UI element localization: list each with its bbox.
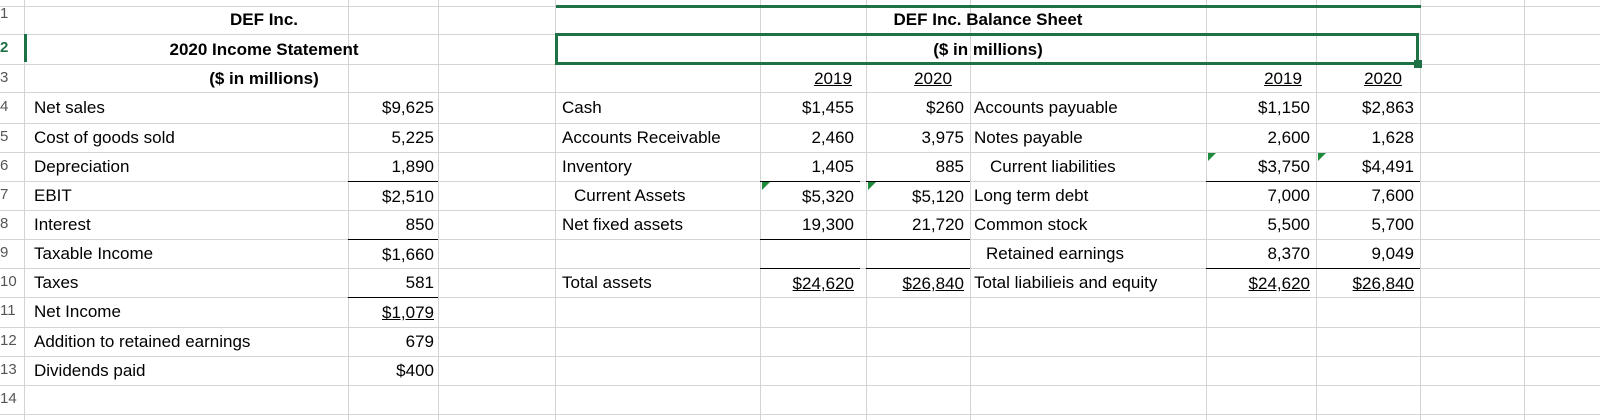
- year-header-text: 2019: [1264, 69, 1302, 88]
- row-header[interactable]: 13: [0, 361, 17, 378]
- liability-label[interactable]: Notes payable: [974, 128, 1083, 147]
- asset-value-2020[interactable]: 21,720: [912, 215, 964, 234]
- income-value-net[interactable]: [348, 297, 438, 326]
- row-header[interactable]: 10: [0, 273, 17, 290]
- liability-value-2019[interactable]: $3,750: [1258, 157, 1310, 176]
- income-label[interactable]: Taxable Income: [34, 244, 154, 263]
- liability-total-2020[interactable]: [1316, 268, 1420, 297]
- error-indicator-icon[interactable]: [762, 182, 770, 190]
- liability-label[interactable]: Current liabilities: [990, 157, 1116, 176]
- year-header[interactable]: [900, 64, 966, 92]
- total-liabilities-2020-value: $26,840: [1352, 274, 1414, 293]
- income-value-subtotal[interactable]: $2,510: [348, 181, 438, 210]
- total-assets-2019-value: $24,620: [792, 274, 854, 293]
- liability-value-2020[interactable]: 1,628: [1371, 128, 1414, 147]
- asset-value-2020[interactable]: $260: [926, 98, 964, 117]
- income-label[interactable]: Dividends paid: [34, 361, 146, 380]
- income-label[interactable]: EBIT: [34, 186, 72, 205]
- liability-value-2020[interactable]: 7,600: [1371, 186, 1414, 205]
- income-company-title[interactable]: DEF Inc.: [229, 10, 298, 29]
- liability-value-2019[interactable]: $1,150: [1258, 98, 1310, 117]
- row-header[interactable]: 1: [0, 5, 9, 22]
- row-header[interactable]: 11: [0, 302, 16, 319]
- asset-value-2019[interactable]: 1,405: [811, 157, 854, 176]
- liability-value-2019[interactable]: 2,600: [1267, 128, 1310, 147]
- asset-value-2020[interactable]: 3,975: [921, 128, 964, 147]
- balance-sheet-title[interactable]: DEF Inc. Balance Sheet: [893, 10, 1083, 29]
- income-value[interactable]: 581: [405, 273, 434, 292]
- income-label[interactable]: Net Income: [34, 302, 121, 321]
- income-label[interactable]: Cost of goods sold: [34, 128, 175, 147]
- subtotal-border: [1206, 181, 1420, 182]
- row-gridline: [0, 414, 1600, 415]
- asset-label[interactable]: Cash: [562, 98, 602, 117]
- asset-label[interactable]: Net fixed assets: [562, 215, 683, 234]
- balance-sheet-units[interactable]: ($ in millions): [933, 40, 1043, 59]
- income-label[interactable]: Interest: [34, 215, 91, 234]
- subtotal-border: [1206, 268, 1420, 269]
- year-header[interactable]: [1350, 64, 1416, 92]
- liability-value-2020[interactable]: $4,491: [1362, 157, 1414, 176]
- liability-label[interactable]: Retained earnings: [986, 244, 1124, 263]
- asset-total-2020[interactable]: [866, 268, 970, 297]
- income-value[interactable]: $400: [396, 361, 434, 380]
- liability-value-2019[interactable]: 8,370: [1267, 244, 1310, 263]
- row-gridline: [0, 356, 1600, 357]
- row-header-selected[interactable]: 2: [0, 39, 9, 56]
- income-statement-title[interactable]: 2020 Income Statement: [169, 40, 359, 59]
- income-value[interactable]: 1,890: [391, 157, 434, 176]
- asset-label[interactable]: Inventory: [562, 157, 632, 176]
- error-indicator-icon[interactable]: [1318, 153, 1326, 161]
- row-header[interactable]: 6: [0, 157, 9, 174]
- liability-value-2019[interactable]: 7,000: [1267, 186, 1310, 205]
- asset-value-2020[interactable]: $5,120: [866, 181, 970, 210]
- year-header-text: 2020: [914, 69, 952, 88]
- asset-value-2019[interactable]: $1,455: [802, 98, 854, 117]
- asset-total-2019[interactable]: [760, 268, 860, 297]
- income-units[interactable]: ($ in millions): [209, 69, 319, 88]
- selected-range[interactable]: [555, 33, 1419, 65]
- income-label[interactable]: Net sales: [34, 98, 105, 117]
- income-value[interactable]: 850: [405, 215, 434, 234]
- income-value[interactable]: $9,625: [382, 98, 434, 117]
- error-indicator-icon[interactable]: [1208, 153, 1216, 161]
- row-header[interactable]: 5: [0, 128, 9, 145]
- liability-value-2020[interactable]: $2,863: [1362, 98, 1414, 117]
- row-header[interactable]: 3: [0, 69, 9, 86]
- subtotal-border: [760, 239, 970, 240]
- liability-value-2020[interactable]: 5,700: [1371, 215, 1414, 234]
- year-header-text: 2019: [814, 69, 852, 88]
- row-header[interactable]: 7: [0, 186, 9, 203]
- total-assets-2020-value: $26,840: [902, 274, 964, 293]
- asset-label[interactable]: Total assets: [562, 273, 652, 292]
- income-value[interactable]: 679: [405, 332, 434, 351]
- row-header[interactable]: 4: [0, 98, 9, 115]
- asset-label[interactable]: Current Assets: [574, 186, 686, 205]
- liability-label[interactable]: Common stock: [974, 215, 1088, 234]
- asset-label[interactable]: Accounts Receivable: [562, 128, 721, 147]
- income-label[interactable]: Taxes: [34, 273, 79, 292]
- row-header[interactable]: 14: [0, 390, 17, 407]
- liability-value-2019[interactable]: 5,500: [1267, 215, 1310, 234]
- liability-label[interactable]: Accounts payuable: [974, 98, 1118, 117]
- asset-value-2019[interactable]: $5,320: [760, 181, 860, 210]
- year-header[interactable]: [1250, 64, 1316, 92]
- year-header-text: 2020: [1364, 69, 1402, 88]
- liability-total-2019[interactable]: [1206, 268, 1316, 297]
- liability-label[interactable]: Long term debt: [974, 186, 1089, 205]
- liability-label[interactable]: Total liabilieis and equity: [974, 273, 1158, 292]
- row-header[interactable]: 12: [0, 332, 17, 349]
- asset-value-2020[interactable]: 885: [935, 157, 964, 176]
- asset-value-2019[interactable]: 2,460: [811, 128, 854, 147]
- net-income-value: $1,079: [382, 303, 434, 322]
- income-label[interactable]: Depreciation: [34, 157, 130, 176]
- income-value[interactable]: 5,225: [391, 128, 434, 147]
- liability-value-2020[interactable]: 9,049: [1371, 244, 1414, 263]
- row-header[interactable]: 8: [0, 215, 9, 232]
- income-label[interactable]: Addition to retained earnings: [34, 332, 251, 351]
- row-header[interactable]: 9: [0, 244, 9, 261]
- total-liabilities-2019-value: $24,620: [1248, 274, 1310, 293]
- asset-value-2019[interactable]: 19,300: [802, 215, 854, 234]
- year-header[interactable]: [800, 64, 866, 92]
- error-indicator-icon[interactable]: [868, 182, 876, 190]
- income-value-subtotal[interactable]: $1,660: [348, 239, 438, 268]
- row-gridline: [0, 385, 1600, 386]
